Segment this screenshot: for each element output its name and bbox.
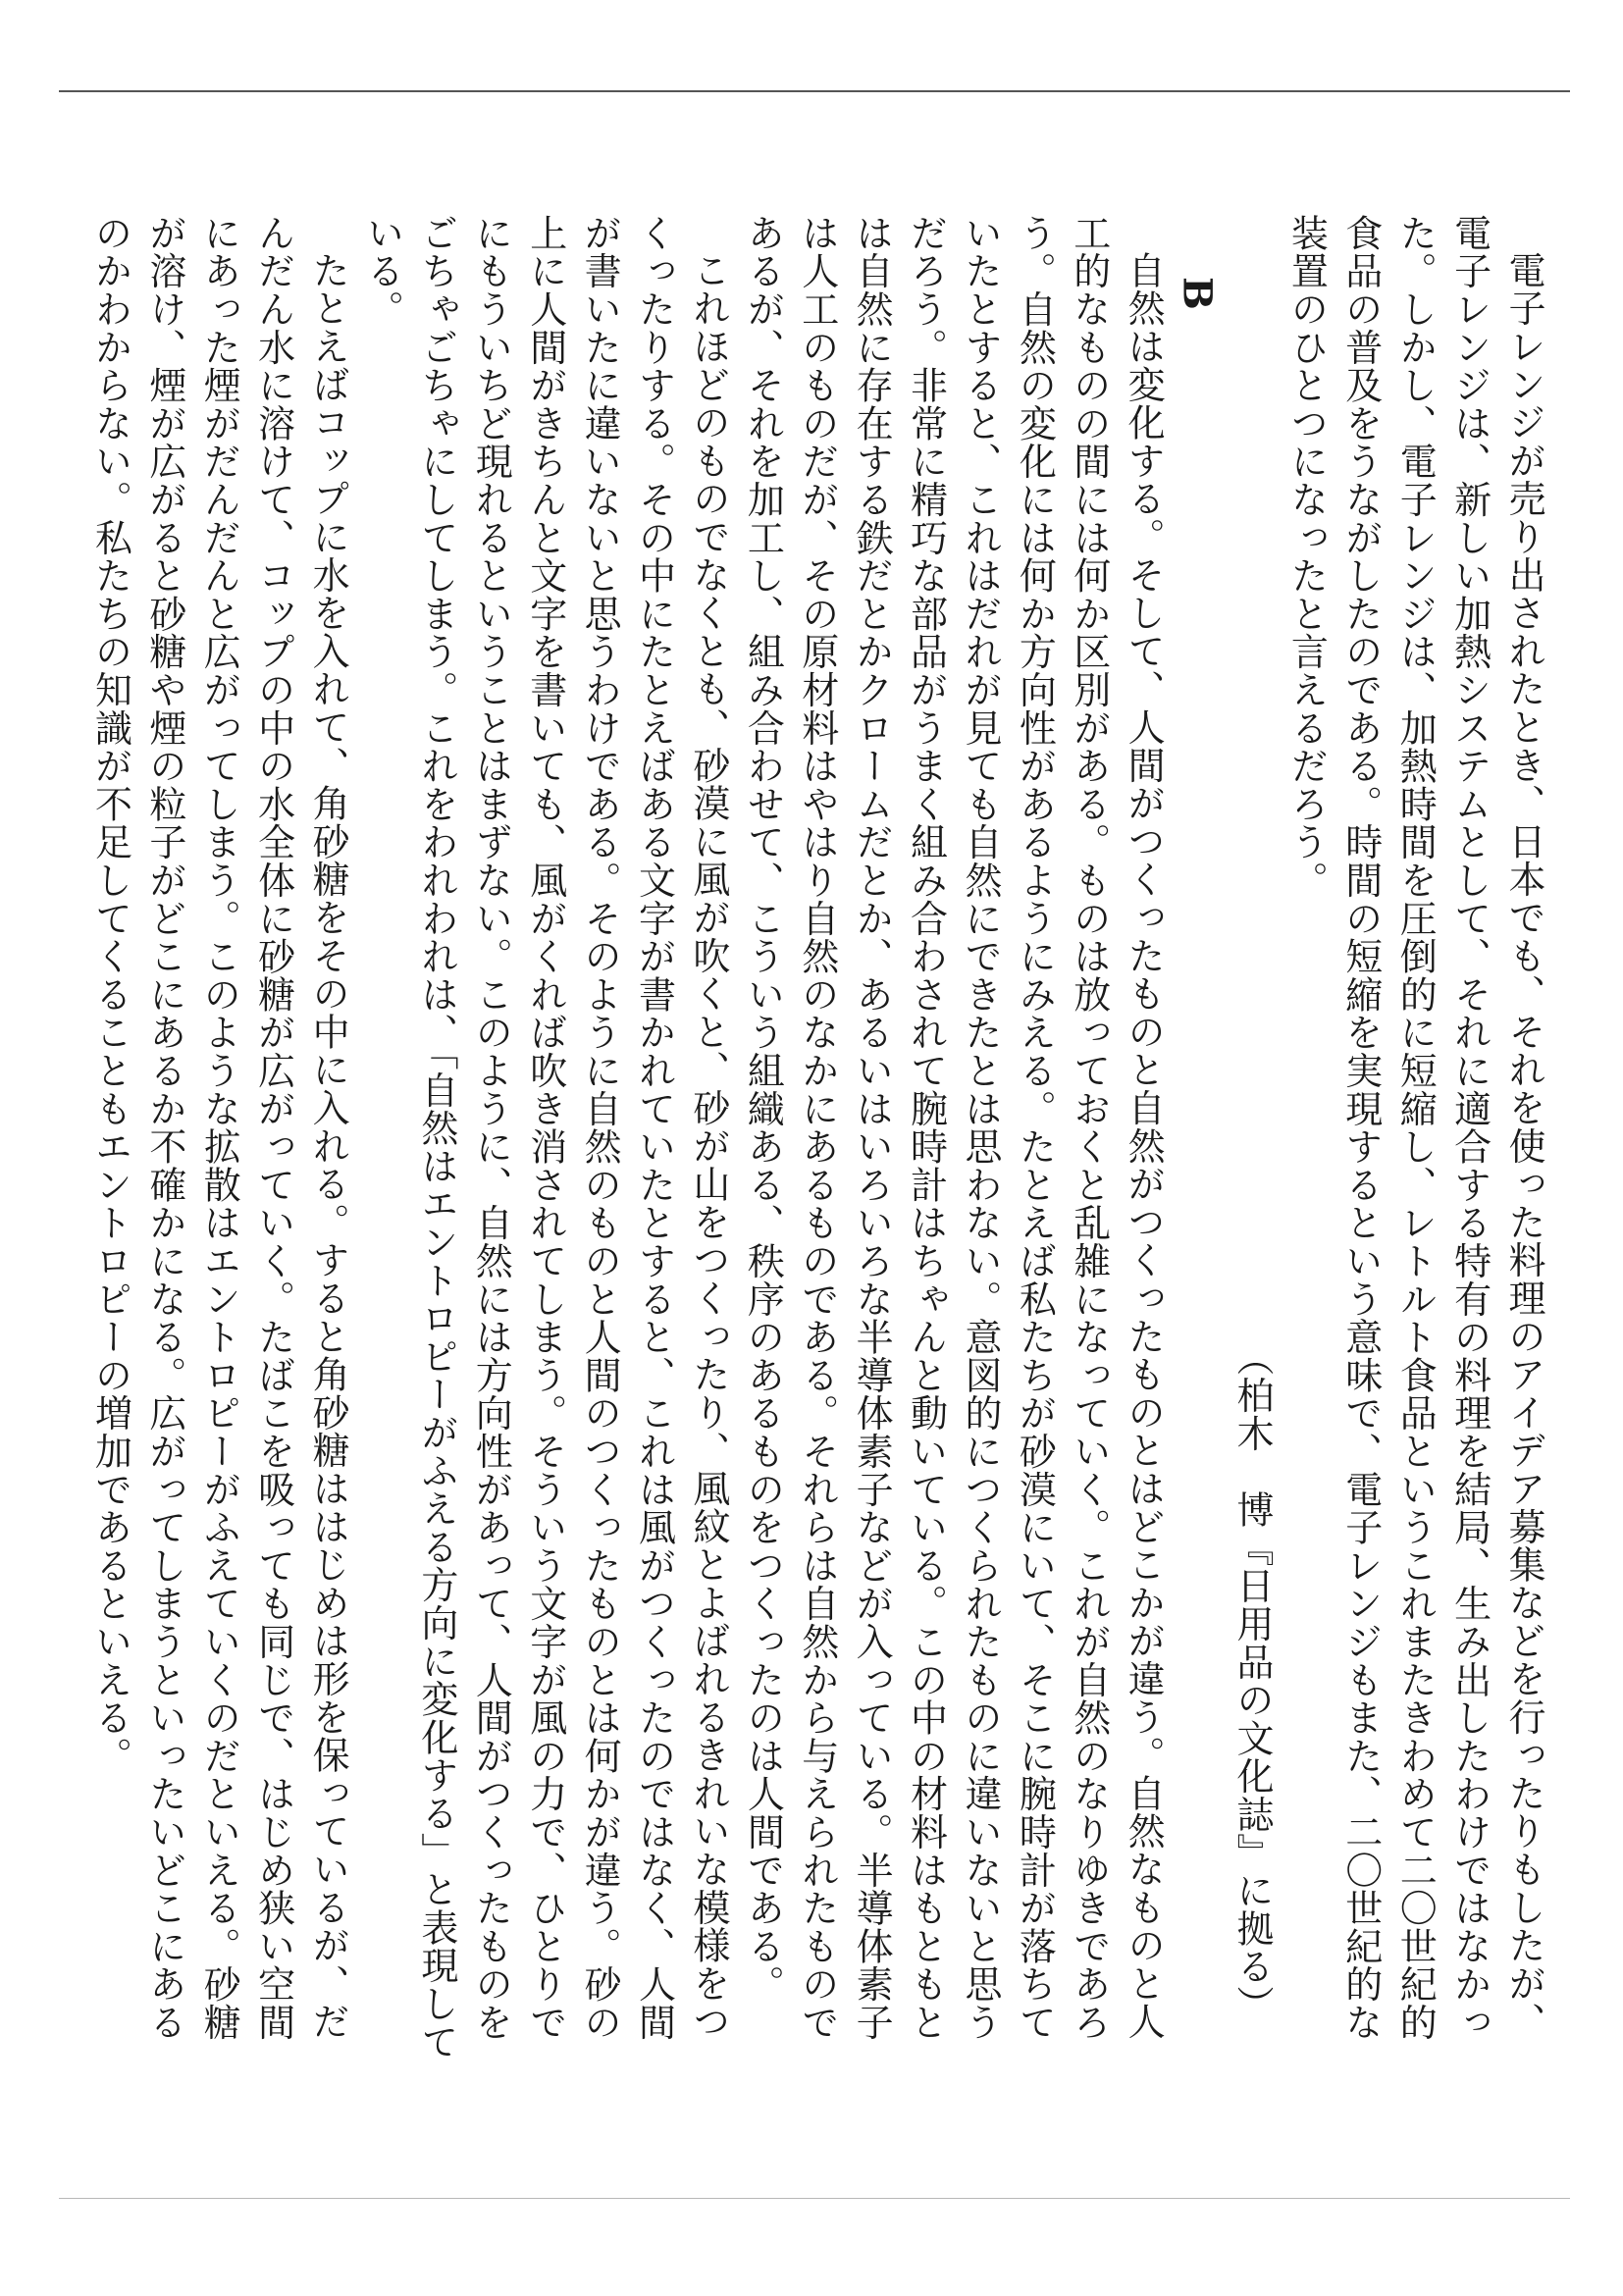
passage-b-paragraph-3: たとえばコップに水を入れて、角砂糖をその中に入れる。すると角砂糖ははじめは形を保っているが、だんだん水に溶けて、コップの中の水全体に砂糖が広がっていく。たばこを吸っても同じで、はじめ狭い空間にあった煙がだんだんと広がってしまう。このような拡散はエントロピーがふえていくのだといえる。砂糖が溶け、煙が広がると砂糖や煙の粒子がどこにあるか不確かになる。広がってしまうといったいどこにあるのかわからない。私たちの知識が不足してくることもエントロピーの増加であるといえる。 <box>88 214 350 2042</box>
passage-b-paragraph-2: これほどのものでなくとも、砂漠に風が吹くと、砂が山をつくったり、風紋とよばれるきれいな模様をつくったりする。その中にたとえばある文字が書かれていたとすると、これは風がつくったのではなく、人間が書いたに違いないと思うわけである。そのように自然のものと人間のつくったものとは何かが違う。砂の上に人間がきちんと文字を書いても、風がくれば吹き消されてしまう。そういう文字が風の力で、ひとりでにもういちど現れるということはまずない。このように、自然には方向性があって、人間がつくったものをごちゃごちゃにしてしまう。これをわれわれは、「自然はエントロピーがふえる方向に変化する」と表現している。 <box>360 214 730 2061</box>
passage-a-final-paragraph: 電子レンジが売り出されたとき、日本でも、それを使った料理のアイデア募集などを行ったりもしたが、電子レンジは、新しい加熱システムとして、それに適合する特有の料理を結局、生み出したわけではなかった。しかし、電子レンジは、加熱時間を圧倒的に短縮し、レトルト食品というこれまたきわめて二〇世紀的食品の普及をうながしたのである。時間の短縮を実現するという意味で、電子レンジもまた、二〇世紀的な装置のひとつになったと言えるだろう。 <box>1284 214 1545 2042</box>
passage-b-paragraph-1: 自然は変化する。そして、人間がつくったものと自然がつくったものとはどこかが違う。自然なものと人工的なものの間には何か区別がある。ものは放っておくと乱雑になっていく。これが自然のなりゆきであろう。自然の変化には何か方向性があるようにみえる。たとえば私たちが砂漠にいて、そこに腕時計が落ちていたとすると、これはだれが見ても自然にできたとは思わない。意図的につくられたものに違いないと思うだろう。非常に精巧な部品がうまく組み合わされて腕時計はちゃんと動いている。この中の材料はもともとは自然に存在する鉄だとかクロームだとか、あるいはいろいろな半導体素子などが入っている。半導体素子は人工のものだが、その原材料はやはり自然のなかにあるものである。それらは自然から与えられたものであるが、それを加工し、組み合わせて、こういう組織ある、秩序のあるものをつくったのは人間である。 <box>741 214 1166 2042</box>
top-rule <box>59 90 1570 92</box>
vertical-text-body <box>88 214 1550 2078</box>
section-b-heading: B <box>1174 277 1221 311</box>
bottom-rule <box>59 2198 1570 2199</box>
passage-a-citation: （柏木 博『日用品の文化誌』に拠る） <box>1230 1338 1274 2024</box>
